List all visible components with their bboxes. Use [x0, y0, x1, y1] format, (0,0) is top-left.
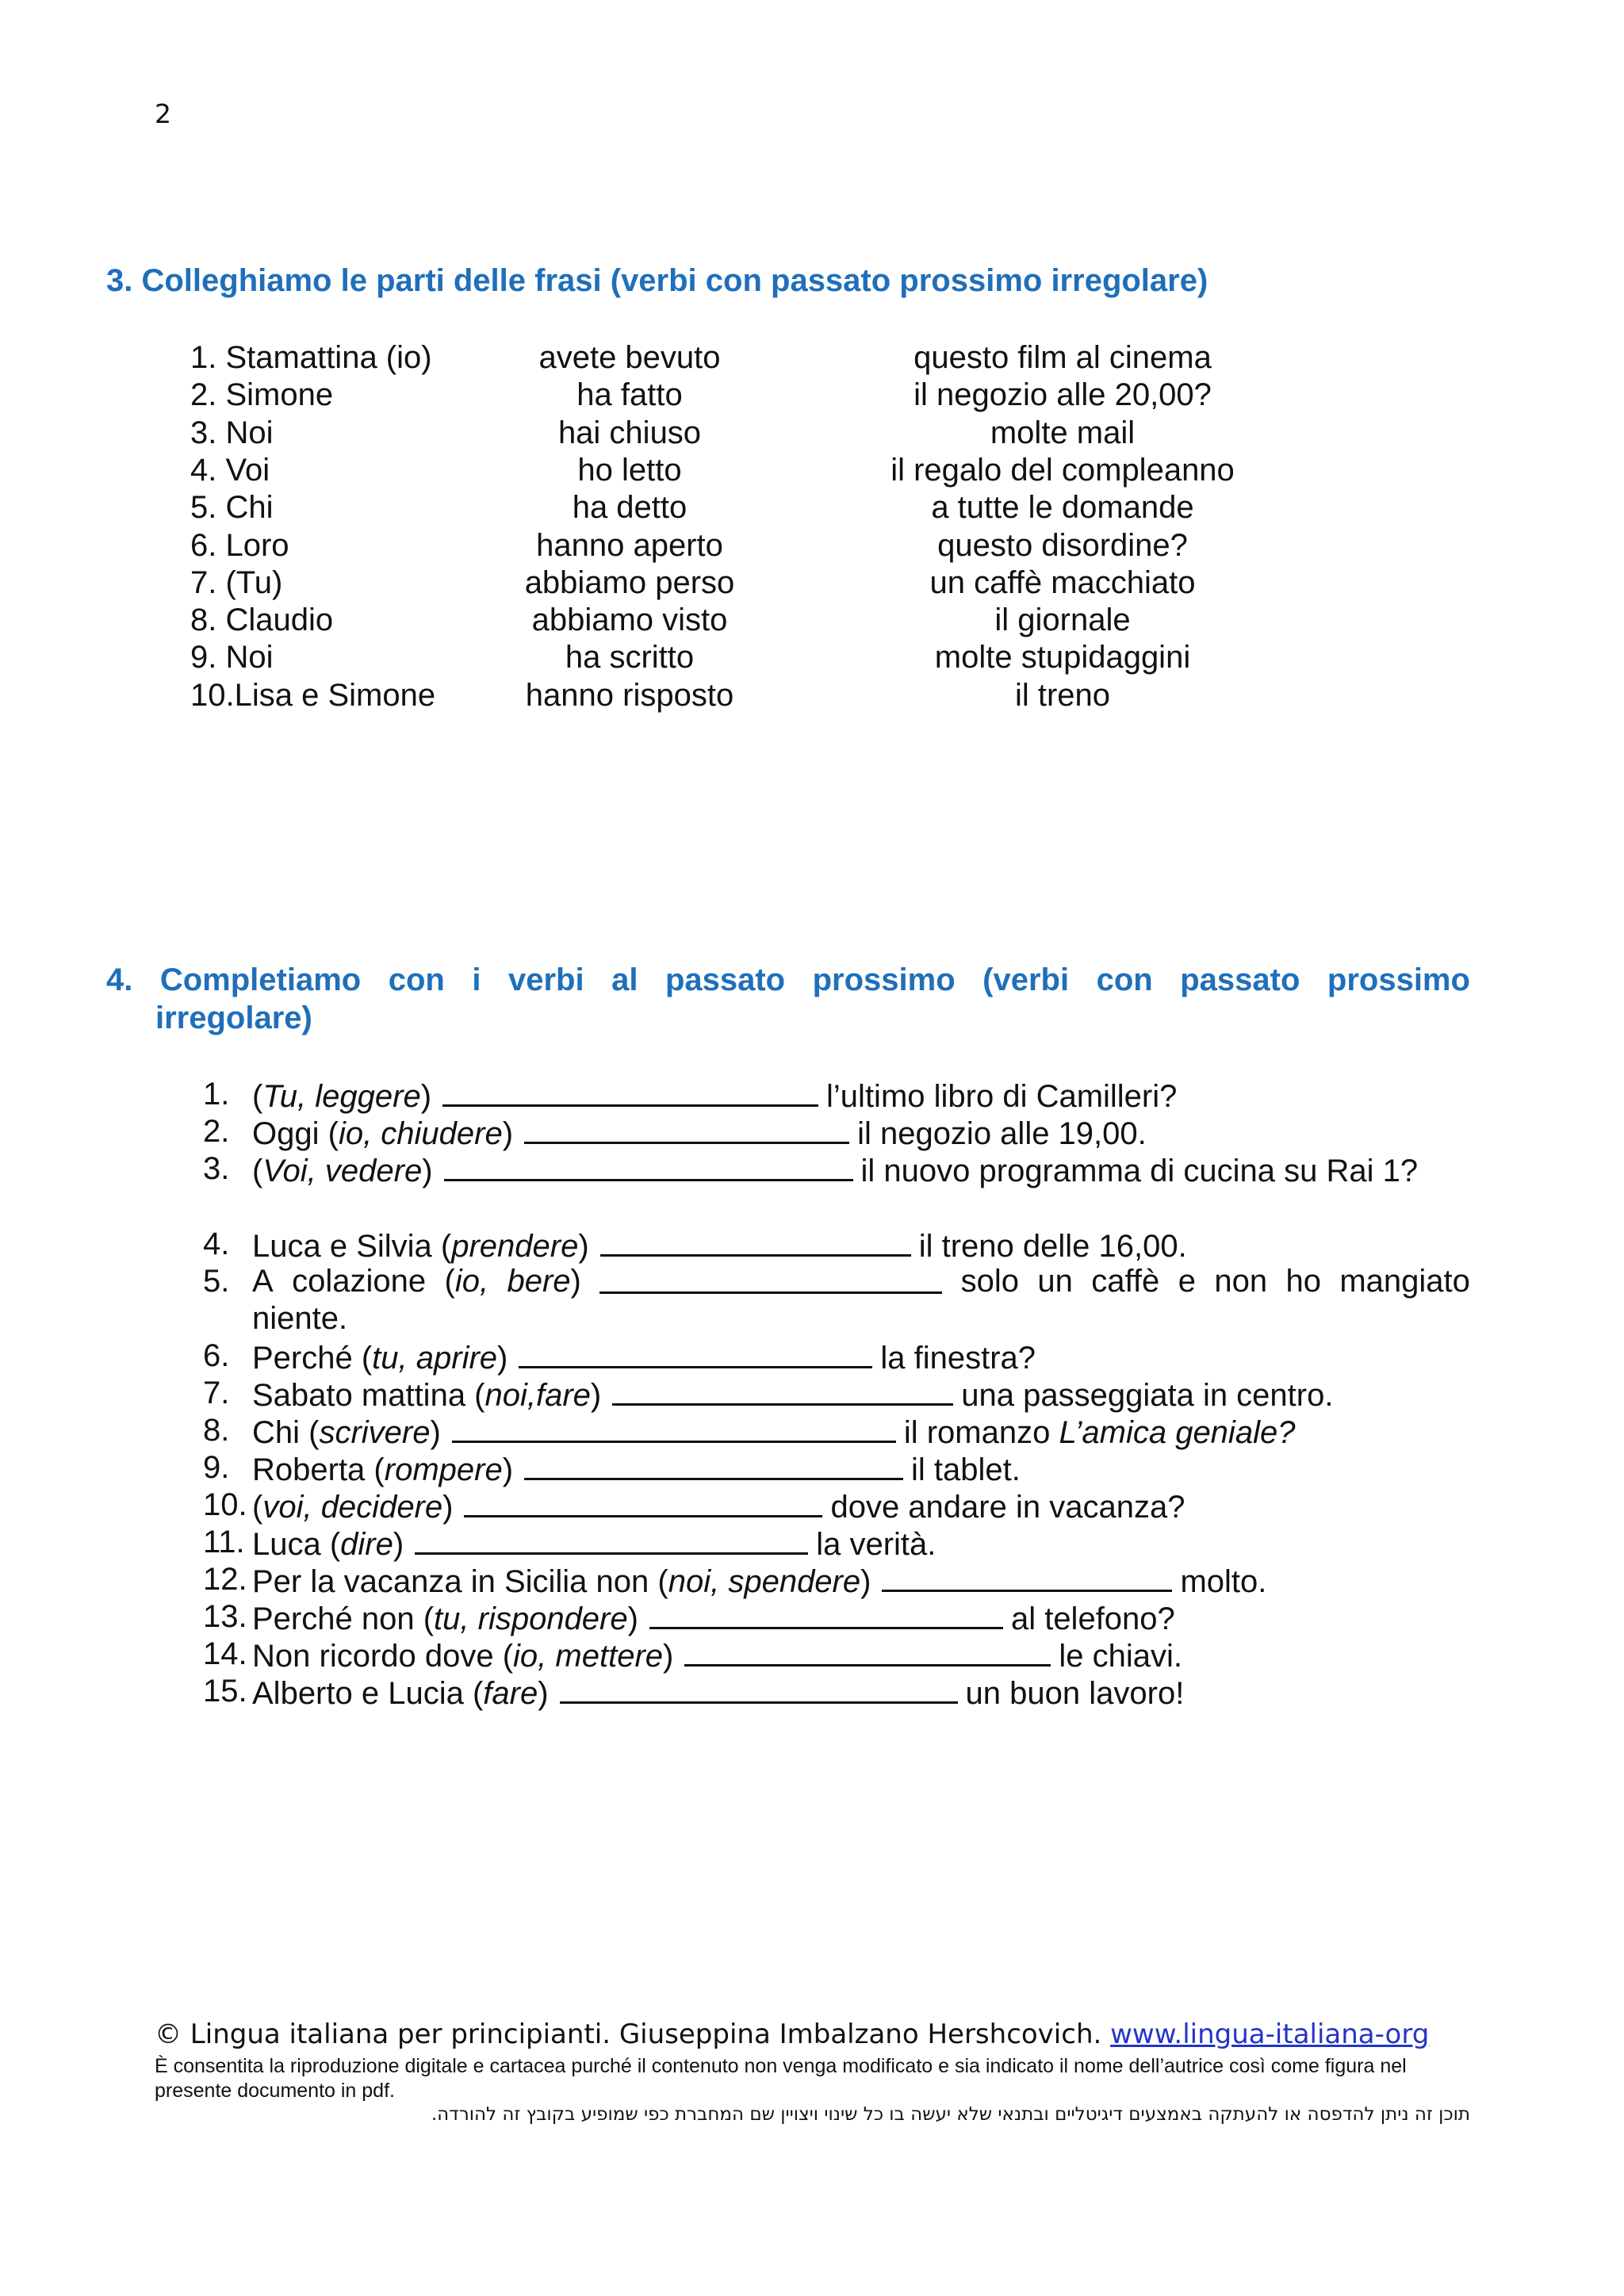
item-number: 7.	[203, 1376, 230, 1410]
verb-cell[interactable]: hai chiuso	[557, 415, 702, 450]
subject-cell[interactable]: 7. (Tu)	[190, 564, 283, 600]
object-cell[interactable]: il treno	[1014, 677, 1111, 713]
title-word: con	[388, 962, 445, 997]
subject-cell[interactable]: 5. Chi	[190, 490, 274, 526]
verb-cell[interactable]: ha scritto	[565, 640, 695, 675]
subject-cell[interactable]: 10.Lisa e Simone	[190, 677, 436, 713]
verb-cell[interactable]: ha fatto	[576, 377, 683, 413]
title-word: i	[472, 962, 481, 997]
footer-link[interactable]: www.lingua-italiana-org	[1110, 2019, 1430, 2050]
exercise-4-title-line1	[106, 961, 1470, 999]
item-number: 3.	[203, 1151, 230, 1186]
subject-cell[interactable]: 9. Noi	[190, 640, 274, 675]
verb-cell[interactable]: hanno risposto	[525, 677, 734, 713]
object-cell[interactable]: questo film al cinema	[914, 340, 1212, 375]
page-number: 2	[155, 98, 171, 129]
object-cell[interactable]: il regalo del compleanno	[891, 452, 1235, 488]
answer-blank[interactable]	[524, 1113, 849, 1144]
title-word: prossimo	[1327, 962, 1470, 997]
answer-blank[interactable]	[882, 1561, 1172, 1592]
item-number: 14.	[203, 1636, 247, 1671]
verb-hint: io, chiudere	[338, 1116, 503, 1151]
item-number: 11.	[203, 1525, 245, 1559]
item-number: 8.	[203, 1413, 230, 1448]
footer-notice: È consentita la riproduzione digitale e cartacea purché il contenuto non venga modificato e sia indicato il nome dell’autrice così come figura nel presente documento in pdf.	[155, 2055, 1407, 2102]
verb-cell[interactable]: abbiamo visto	[531, 603, 728, 638]
verb-hint: fare	[483, 1676, 538, 1711]
item-number: 6.	[203, 1338, 230, 1373]
answer-blank[interactable]	[524, 1449, 903, 1480]
title-word: al	[611, 962, 638, 997]
object-cell[interactable]: un caffè macchiato	[929, 564, 1196, 600]
verb-cell[interactable]: hanno aperto	[536, 527, 723, 563]
answer-blank[interactable]	[684, 1636, 1051, 1667]
answer-blank[interactable]	[519, 1337, 872, 1368]
subject-cell[interactable]: 4. Voi	[190, 452, 270, 488]
verb-cell[interactable]: abbiamo perso	[524, 564, 735, 600]
object-cell[interactable]: a tutte le domande	[931, 490, 1194, 526]
answer-blank[interactable]	[612, 1375, 953, 1406]
verb-hint: voi, decidere	[262, 1490, 443, 1525]
subject-cell[interactable]: 6. Loro	[190, 527, 289, 563]
item-number: 13.	[203, 1599, 247, 1634]
verb-cell[interactable]: ho letto	[577, 452, 682, 488]
subject-cell[interactable]: 8. Claudio	[190, 603, 334, 638]
title-word: (verbi	[982, 962, 1070, 997]
title-word: Completiamo	[159, 962, 362, 997]
verb-hint: io, mettere	[513, 1639, 664, 1674]
book-title: L’amica geniale?	[1059, 1415, 1296, 1450]
answer-blank[interactable]	[444, 1150, 853, 1181]
verb-hint: dire	[340, 1527, 393, 1562]
title-word: 4.	[106, 962, 133, 997]
answer-blank[interactable]	[560, 1673, 958, 1704]
title-word: prossimo	[812, 962, 956, 997]
object-cell[interactable]: il giornale	[994, 603, 1131, 638]
exercise-4-title	[106, 961, 1470, 1037]
verb-hint: noi,fare	[485, 1378, 591, 1413]
verb-hint: rompere	[384, 1452, 503, 1487]
verb-hint: bere	[507, 1264, 571, 1299]
verb-hint: Voi, vedere	[262, 1154, 423, 1188]
object-cell[interactable]: questo disordine?	[937, 527, 1188, 563]
footer-hebrew-notice: תוכן זה ניתן להדפסה או להעתקה באמצעים דיגיטליים ובתנאי שלא יעשה בו כל שינוי ויצויין שם המחברת כפי שמופיע בקובץ זה להורדה.	[431, 2104, 1470, 2125]
subject-cell[interactable]: 1. Stamattina (io)	[190, 340, 432, 375]
answer-blank[interactable]	[599, 1263, 942, 1294]
item-number: 1.	[203, 1077, 230, 1112]
exercise-3-title: 3. Colleghiamo le parti delle frasi (verbi con passato prossimo irregolare)	[106, 263, 1208, 298]
item-number: 12.	[203, 1562, 247, 1597]
object-cell[interactable]: molte mail	[990, 415, 1136, 450]
title-word: con	[1096, 962, 1153, 997]
verb-hint: tu, rispondere	[434, 1601, 628, 1636]
item-number: 15.	[203, 1674, 247, 1709]
object-cell[interactable]: il negozio alle 20,00?	[914, 377, 1212, 413]
verb-hint: tu, aprire	[372, 1341, 498, 1376]
verb-hint: noi, spendere	[668, 1564, 861, 1599]
answer-blank[interactable]	[600, 1226, 911, 1257]
footer-copyright: © Lingua italiana per principianti. Giuseppina Imbalzano Hershcovich. www.lingua-italiana-org	[155, 2019, 1430, 2050]
verb-cell[interactable]: ha detto	[572, 490, 688, 526]
verb-hint: io,	[454, 1264, 489, 1299]
verb-cell[interactable]: avete bevuto	[538, 340, 721, 375]
answer-blank[interactable]	[415, 1524, 808, 1555]
exercise-4-title-line2: irregolare)	[155, 1001, 312, 1035]
item-number: 10.	[203, 1487, 247, 1522]
title-word: passato	[665, 962, 786, 997]
answer-blank[interactable]	[464, 1487, 822, 1517]
verb-hint: prendere	[451, 1229, 579, 1264]
item-number: 9.	[203, 1450, 230, 1485]
answer-blank[interactable]	[452, 1412, 896, 1443]
item-number: 4.	[203, 1226, 230, 1261]
object-cell[interactable]: molte stupidaggini	[934, 640, 1191, 675]
subject-cell[interactable]: 3. Noi	[190, 415, 274, 450]
verb-hint: scrivere	[319, 1415, 431, 1450]
title-word: passato	[1180, 962, 1300, 997]
answer-blank[interactable]	[649, 1598, 1003, 1629]
subject-cell[interactable]: 2. Simone	[190, 377, 334, 413]
item-number: 5.	[203, 1264, 230, 1299]
verb-hint: Tu, leggere	[262, 1079, 421, 1114]
item-number: 2.	[203, 1114, 230, 1149]
answer-blank[interactable]	[442, 1076, 818, 1107]
title-word: verbi	[508, 962, 584, 997]
